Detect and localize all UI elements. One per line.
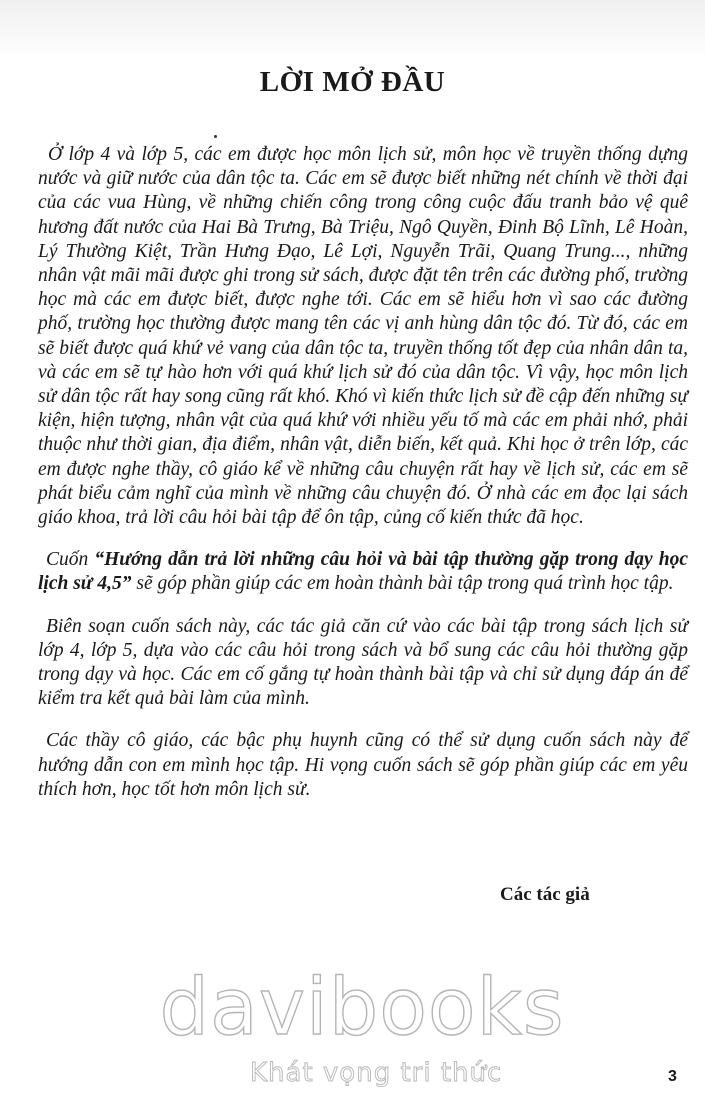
watermark-logo: davibooks <box>159 963 565 1053</box>
preface-body <box>38 143 688 820</box>
watermark-tagline: Khát vọng tri thức <box>250 1058 503 1088</box>
page-title: LỜI MỞ ĐẦU <box>259 66 446 98</box>
paragraph-2 <box>38 548 688 596</box>
author-signature: Các tác giả <box>500 884 590 905</box>
scan-speck <box>214 135 217 138</box>
paragraph-1: Ở lớp 4 và lớp 5, các em được học môn lịch sử, môn học về truyền thống dựng nước và giữ nước của dân tộc ta. Các em sẽ được biết những nét chính về thời đại của các vua Hùng, về những chiến công trong công cuộc đấu tranh bảo vệ quê hương đất nước của Hai Bà Trưng, Bà Triệu, Ngô Quyền, Đinh Bộ Lĩnh, Lê Hoàn, Lý Thường Kiệt, Trần Hưng Đạo, Lê Lợi, Nguyễn Trãi, Quang Trung..., những nhân vật mãi mãi được ghi trong sử sách, được đặt tên trên các đường phố, trường học mà các em được biết, được nghe tới. Các em sẽ hiểu hơn vì sao các đường phố, trường học thường được mang tên các vị anh hùng dân tộc đó. Từ đó, các em sẽ biết được quá khứ vẻ vang của dân tộc ta, truyền thống tốt đẹp của nhân dân ta, và các em sẽ tự hào hơn với quá khứ lịch sử đó của dân tộc. Vì vậy, học môn lịch sử dân tộc rất hay song cũng rất khó. Khó vì kiến thức lịch sử đề cập đến những sự kiện, hiện tượng, nhân vật của quá khứ với nhiều yếu tố mà các em phải nhớ, phải thuộc như thời gian, địa điểm, nhân vật, diễn biến, kết quả. Khi học ở trên lớp, các em được nghe thầy, cô giáo kể về những câu chuyện rất hay về lịch sử, các em sẽ phát biểu cảm nghĩ của mình về những câu chuyện đó. Ở nhà các em đọc lại sách giáo khoa, trả lời câu hỏi bài tập để ôn tập, củng cố kiến thức đã học. <box>38 144 688 529</box>
paragraph-3: Biên soạn cuốn sách này, các tác giả căn cứ vào các bài tập trong sách lịch sử lớp 4, lớp 5, dựa vào các câu hỏi trong sách và bổ sung các câu hỏi thường gặp trong dạy và học. Các em cố gắng tự hoàn thành bài tập và chỉ sử dụng đáp án để kiểm tra kết quả bài làm của mình. <box>38 615 688 710</box>
paragraph-2-suffix: sẽ góp phần giúp các em hoàn thành bài tập trong quá trình học tập. <box>131 573 674 595</box>
paragraph-2-prefix: Cuốn <box>46 549 95 571</box>
book-title-quote: “Hướng dẫn trả lời những câu hỏi và bài tập thường gặp trong dạy học lịch sử 4,5” <box>38 549 688 595</box>
page-number: 3 <box>668 1068 677 1085</box>
scan-shadow <box>0 0 705 60</box>
paragraph-4: Các thầy cô giáo, các bậc phụ huynh cũng có thể sử dụng cuốn sách này để hướng dẫn con em mình học tập. Hi vọng cuốn sách sẽ góp phần giúp các em yêu thích hơn, học tốt hơn môn lịch sử. <box>38 730 688 800</box>
